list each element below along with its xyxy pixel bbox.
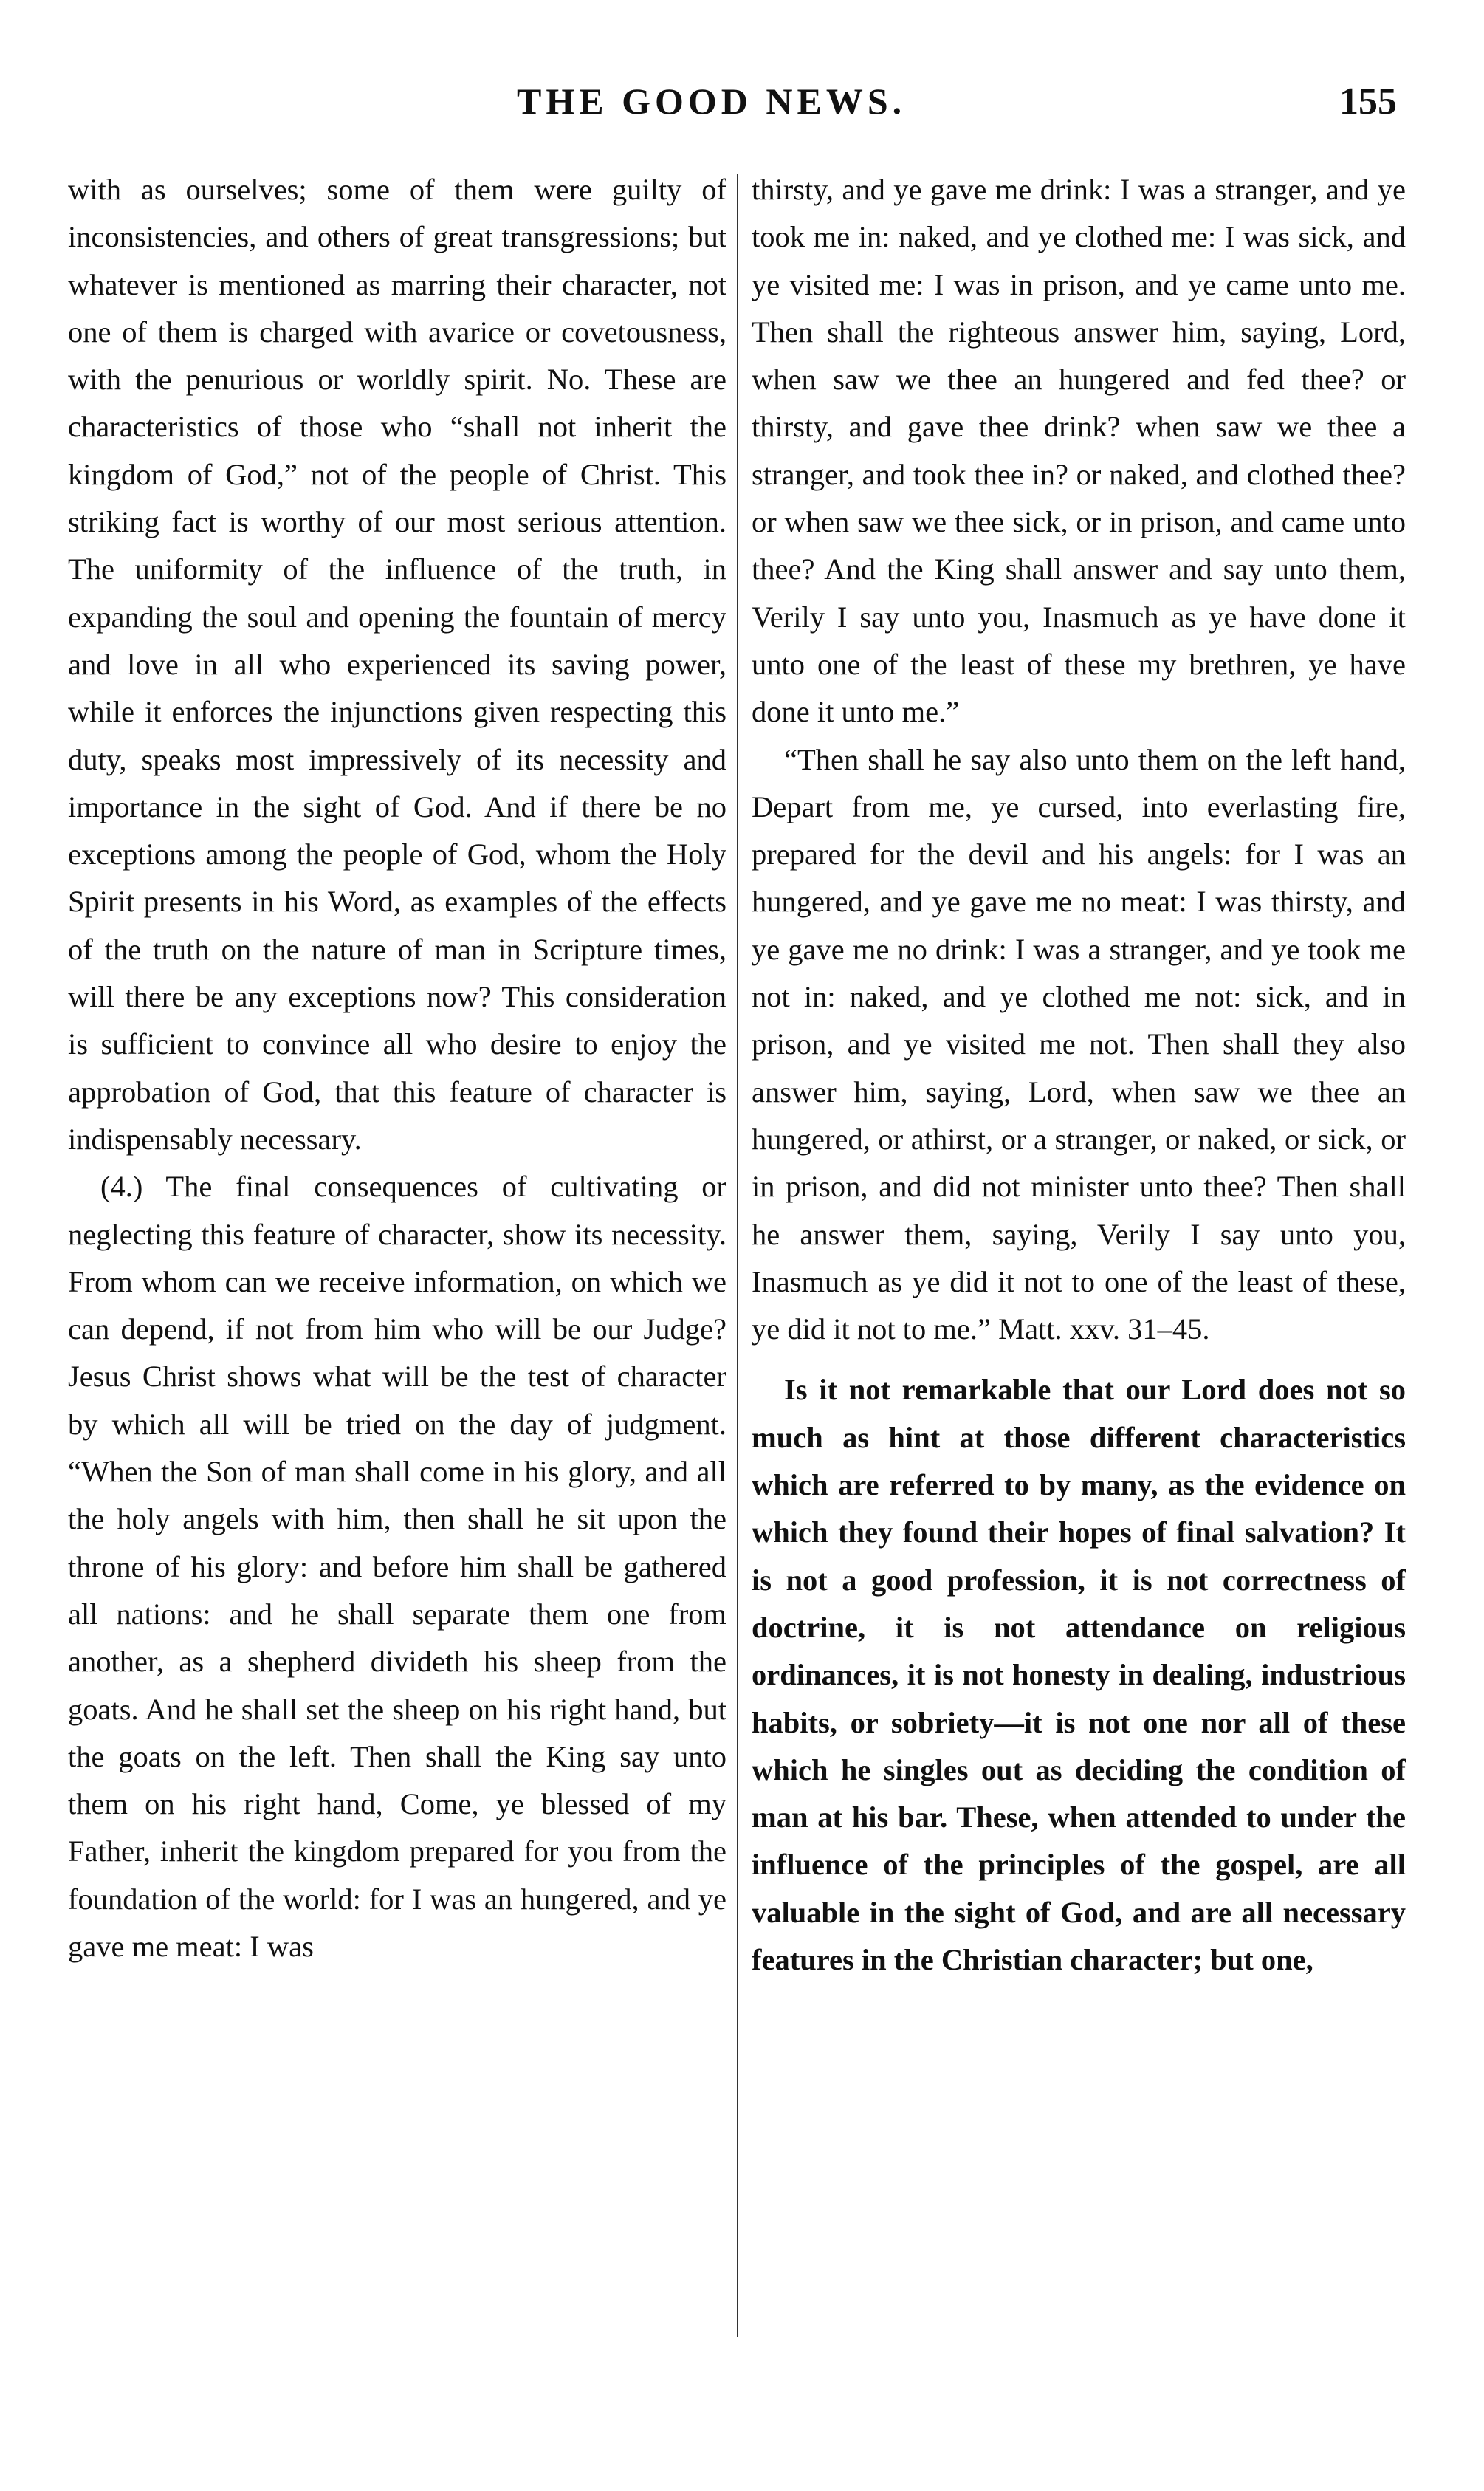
left-column [68, 166, 726, 1970]
paragraph: (4.) The final consequences of cultivating or neglecting this feature of character, show its necessity. From whom can we receive information, on which we can depend, if not from him who will be our Judge? Jesus Christ shows what will be the test of character by which all will be tried on the day of judgment. “When the Son of man shall come in his glory, and all the holy angels with him, then shall he sit upon the throne of his glory: and before him shall be gathered all nations: and he shall separate them one from another, as a shepherd divideth his sheep from the goats. And he shall set the sheep on his right hand, but the goats on the left. Then shall the King say unto them on his right hand, Come, ye blessed of my Father, inherit the kingdom prepared for you from the foundation of the world: for I was an hungered, and ye gave me meat: I was [68, 1170, 726, 1963]
page-number: 155 [1339, 80, 1397, 123]
running-title: THE GOOD NEWS. [517, 80, 907, 122]
paragraph: with as ourselves; some of them were guilty of inconsistencies, and others of great transgressions; but whatever is mentioned as marring their character, not one of them is charged with avarice or covetousness, with the penurious or worldly spirit. No. These are characteristics of those who “shall not inherit the kingdom of God,” not of the people of Christ. This striking fact is worthy of our most serious attention. The uniformity of the influence of the truth, in expanding the soul and opening the fountain of mercy and love in all who experienced its saving power, while it enforces the injunctions given respecting this duty, speaks most impressively of its necessity and importance in the sight of God. And if there be no exceptions among the people of God, whom the Holy Spirit presents in his Word, as examples of the effects of the truth on the nature of man in Scripture times, will there be any exceptions now? This consideration is sufficient to convince all who desire to enjoy the approbation of God, that this feature of character is indispensably necessary. [68, 173, 726, 1156]
page-header [0, 80, 1484, 139]
paragraph: thirsty, and ye gave me drink: I was a stranger, and ye took me in: naked, and ye clothed me: I was sick, and ye visited me: I was in prison, and ye came unto me. Then shall the righteous answer him, saying, Lord, when saw we thee an hungered and fed thee? or thirsty, and gave thee drink? when saw we thee a stranger, and took thee in? or naked, and clothed thee? or when saw we thee sick, or in prison, and came unto thee? And the King shall answer and say unto them, Verily I say unto you, Inasmuch as ye have done it unto one of the least of these my brethren, ye have done it unto me.” [752, 173, 1406, 729]
paragraph: “Then shall he say also unto them on the left hand, Depart from me, ye cursed, into everlasting fire, prepared for the devil and his angels: for I was an hungered, and ye gave me no meat: I was thirsty, and ye gave me no drink: I was a stranger, and ye took me not in: naked, and ye clothed me not: sick, and in prison, and ye visited me not. Then shall they also answer him, saying, Lord, when saw we thee an hungered, or athirst, or a stranger, or naked, or sick, or in prison, and did not minister unto thee? Then shall he answer them, saying, Verily I say unto you, Inasmuch as ye did it not to one of the least of these, ye did it not to me.” Matt. xxv. 31–45. [752, 742, 1406, 1346]
right-column [752, 166, 1406, 1984]
column-divider [737, 174, 738, 2337]
paragraph: Is it not remarkable that our Lord does not so much as hint at those different characteristics which are referred to by many, as the evidence on which they found their hopes of final salvation? It is not a good profession, it is not correctness of doctrine, it is not attendance on religious ordinances, it is not honesty in dealing, industrious habits, or sobriety—it is not one nor all of these which he singles out as deciding the condition of man at his bar. These, when attended to under the influence of the principles of the gospel, are all valuable in the sight of God, and are all necessary features in the Christian character; but one, [752, 1373, 1406, 1976]
